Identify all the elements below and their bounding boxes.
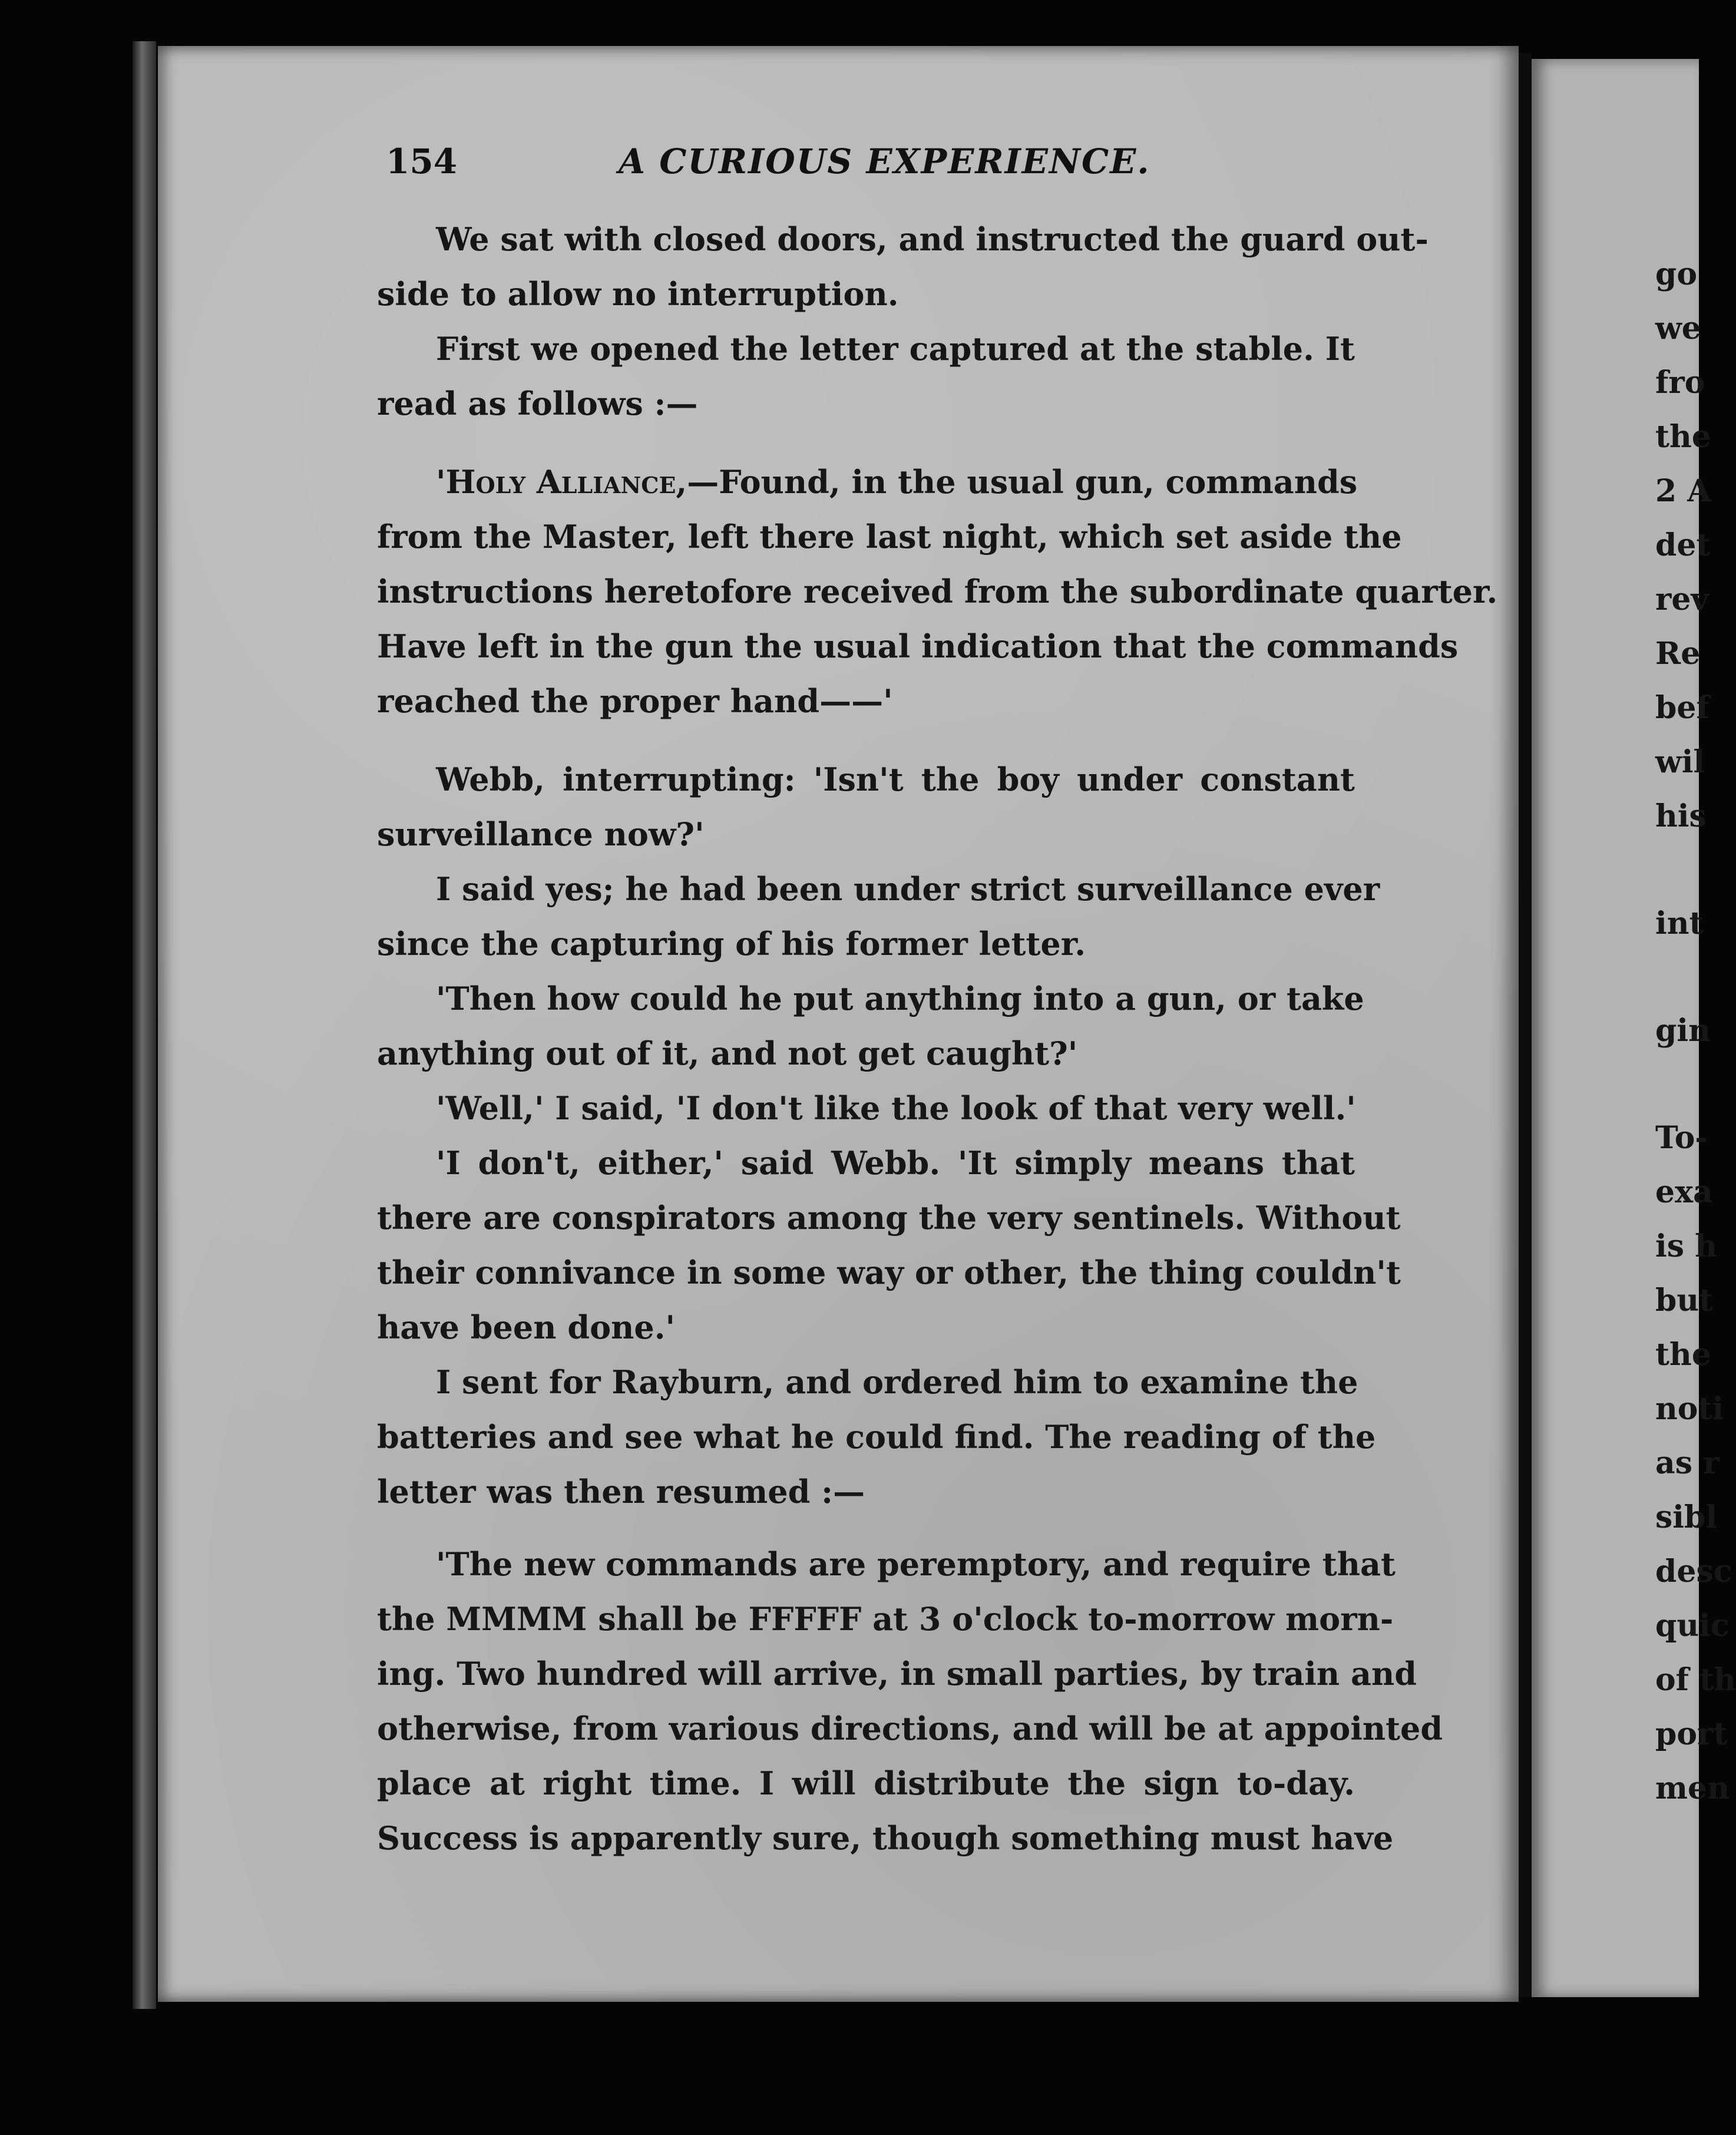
fragment: Re	[1655, 636, 1701, 672]
letter-line: 'The new commands are peremptory, and require that	[436, 1545, 1396, 1583]
fragment: noti	[1655, 1391, 1724, 1427]
text-line: since the capturing of his former letter.	[377, 925, 1086, 963]
text-line: read as follows :—	[377, 385, 698, 422]
text-line: First we opened the letter captured at the stable. It	[436, 330, 1355, 368]
fragment: the	[1655, 419, 1711, 455]
letter-text: Found, in the usual gun, commands	[719, 463, 1358, 501]
text-line: have been done.'	[377, 1308, 676, 1346]
fragment: port	[1655, 1716, 1728, 1752]
letter-salutation: 'Holy Alliance,—	[436, 463, 719, 501]
book-spine-edge	[133, 41, 156, 2009]
fragment: bef	[1655, 690, 1709, 726]
fragment: gin	[1655, 1013, 1711, 1049]
text-line: surveillance now?'	[377, 815, 705, 853]
fragment: we	[1655, 310, 1701, 346]
fragment: wil	[1655, 744, 1705, 780]
text-line: letter was then resumed :—	[377, 1473, 865, 1511]
text-line: anything out of it, and not get caught?'	[377, 1035, 1078, 1072]
text-line: I said yes; he had been under strict surveillance ever	[436, 870, 1380, 908]
fragment: exa	[1655, 1174, 1713, 1210]
letter-line	[377, 455, 1358, 510]
fragment: is h	[1655, 1228, 1717, 1264]
letter-line: from the Master, left there last night, which set aside the	[377, 518, 1402, 556]
page-gutter	[1519, 53, 1532, 1997]
fragment: int	[1655, 905, 1704, 941]
letter-line: ing. Two hundred will arrive, in small parties, by train and	[377, 1655, 1417, 1693]
fragment: the	[1655, 1337, 1711, 1373]
letter-line: place at right time. I will distribute the sign to-day.	[377, 1764, 1355, 1802]
fragment: desc	[1655, 1554, 1732, 1589]
fragment: fro	[1655, 365, 1705, 401]
fragment: men	[1655, 1770, 1730, 1806]
page-body	[377, 212, 1498, 1866]
text-line: batteries and see what he could find. The reading of the	[377, 1418, 1376, 1456]
letter-line: instructions heretofore received from the subordinate quarter.	[377, 573, 1498, 610]
fragment: det	[1655, 527, 1711, 563]
fragment: go	[1655, 256, 1698, 292]
text-line: there are conspirators among the very sentinels. Without	[377, 1199, 1401, 1237]
fragment: his	[1655, 798, 1707, 834]
facing-page-fragments	[1655, 247, 1736, 1816]
fragment: sibl	[1655, 1499, 1718, 1535]
running-title: A CURIOUS EXPERIENCE.	[619, 141, 1150, 181]
text-line: side to allow no interruption.	[377, 275, 899, 313]
fragment: quic	[1655, 1608, 1730, 1644]
letter-line: Have left in the gun the usual indication that the commands	[377, 627, 1459, 665]
text-line: 'I don't, either,' said Webb. 'It simply means that	[436, 1144, 1355, 1182]
fragment: but	[1655, 1283, 1714, 1318]
page-number: 154	[386, 141, 458, 181]
text-line: their connivance in some way or other, the thing couldn't	[377, 1254, 1401, 1291]
text-line: 'Well,' I said, 'I don't like the look of that very well.'	[436, 1089, 1356, 1127]
fragment: 2 A	[1655, 473, 1711, 509]
text-line: I sent for Rayburn, and ordered him to examine the	[436, 1363, 1358, 1401]
fragment: rev	[1655, 581, 1709, 617]
text-line: We sat with closed doors, and instructed the guard out-	[436, 220, 1429, 258]
text-line: 'Then how could he put anything into a gun, or take	[436, 980, 1364, 1017]
text-line: Webb, interrupting: 'Isn't the boy under constant	[436, 761, 1355, 798]
fragment: as r	[1655, 1445, 1720, 1481]
letter-line: reached the proper hand——'	[377, 682, 893, 720]
page-header	[386, 141, 1152, 189]
letter-line: the MMMM shall be FFFFF at 3 o'clock to-morrow morn-	[377, 1600, 1394, 1638]
fragment: of th	[1655, 1662, 1736, 1698]
letter-line: otherwise, from various directions, and will be at appointed	[377, 1710, 1443, 1747]
letter-line: Success is apparently sure, though something must have	[377, 1819, 1394, 1857]
fragment: To-	[1655, 1120, 1708, 1156]
